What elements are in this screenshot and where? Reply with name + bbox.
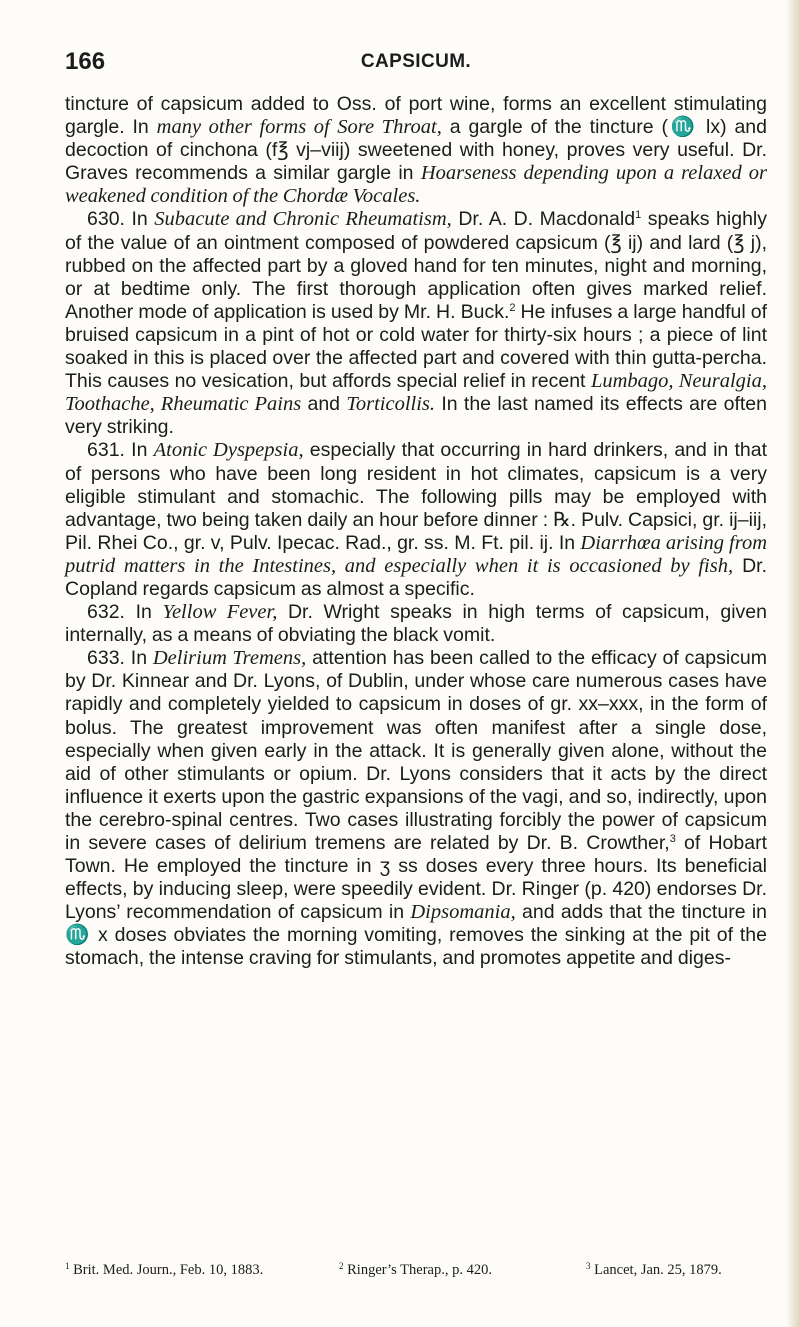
text-run: 632. In — [87, 601, 163, 624]
italic-text: Torticollis. — [346, 393, 436, 416]
italic-text: Atonic Dyspepsia, — [153, 439, 304, 462]
text-run: and adds that the tincture in ♏ x doses obviates the morning vomiting, removes the sinking at the pit of the stomach, the intense craving for stimulants, and promotes appetite and diges- — [65, 901, 767, 970]
page-edge-shadow — [786, 0, 800, 1327]
footnote-marker: 2 — [339, 1261, 344, 1271]
italic-text: Lumbago, Neuralgia, Toothache, Rheumatic Pains — [65, 370, 767, 416]
italic-text: Hoarseness depending upon a relaxed or weakened condition of the Chordæ Vocales. — [65, 162, 767, 208]
italic-text: many other forms of Sore Throat, — [156, 116, 442, 139]
footnote-text: Lancet, Jan. 25, 1879. — [590, 1262, 722, 1278]
italic-text: Dipsomania, — [410, 901, 516, 924]
italic-text: Yellow Fever, — [162, 601, 278, 624]
text-run: 631. In — [87, 439, 154, 462]
text-run: Dr. A. D. Macdonald — [451, 208, 636, 231]
text-run: especially that occurring in hard drinkers, and in that of persons who have been long resident in hot climates, capsicum is a very eligible stimulant and stomachic. The following pills may be employed with advantage, two being taken daily an hour before dinner : ℞. Pulv. Capsici, gr. ij–iij, Pil. Rhei Co., gr. v, Pulv. Ipecac. Rad., gr. ss. M. Ft. pil. ij. In — [65, 439, 767, 554]
footnote-marker: 1 — [65, 1261, 70, 1271]
text-run: In the last named its effects are often very striking. — [65, 393, 767, 439]
body-text — [65, 93, 767, 971]
italic-text: Subacute and Chronic Rheumatism, — [154, 208, 452, 231]
footnote-3 — [586, 1262, 722, 1279]
italic-text: Delirium Tremens, — [152, 647, 307, 670]
text-run: 630. In — [87, 208, 155, 231]
text-run: of Hobart Town. He employed the tincture in ʒ ss doses every three hours. Its beneficial effects, by inducing sleep, were speedily evident. Dr. Ringer (p. 420) endorses Dr. Lyons’ recommendation of capsicum in — [65, 832, 767, 924]
paragraph-continuation — [65, 93, 767, 208]
page-header — [65, 48, 767, 82]
text-run: Dr. Wright speaks in high terms of capsicum, given internally, as a means of obviating the black vomit. — [65, 601, 767, 647]
footnote-reference: 2 — [509, 301, 516, 314]
footnote-2 — [339, 1262, 492, 1279]
running-head: CAPSICUM. — [360, 51, 472, 72]
text-run: Dr. Copland regards capsicum as almost a specific. — [65, 554, 767, 600]
footnote-text: Ringer’s Therap., p. 420. — [343, 1262, 492, 1278]
italic-text: Diarrhœa arising from putrid matters in the Intestines, and especially when it is occasioned by fish, — [65, 531, 767, 577]
text-run: speaks highly of the value of an ointment composed of powdered capsicum (℥ ij) and lard (℥ j), rubbed on the affected part by a gloved hand for ten minutes, night and morning, or at bedtime only. The first thorough application often gives marked relief. Another mode of application is used by Mr. H. Buck. — [65, 208, 767, 323]
text-run: and — [301, 393, 347, 416]
text-run: He infuses a large handful of bruised capsicum in a pint of hot or cold water for thirty-six hours ; a piece of lint soaked in this is placed over the affected part and covered with thin gutta-percha. This causes no vesication, but affords special relief in recent — [65, 300, 767, 393]
page-number: 166 — [65, 48, 106, 75]
text-run: 633. In — [87, 647, 153, 670]
footnote-reference: 3 — [669, 833, 676, 845]
text-run: a gargle of the tincture (♏ lx) and decoction of cinchona (f℥ vj–viij) sweetened with honey, proves very useful. Dr. Graves recommends a similar gargle in — [65, 116, 767, 185]
paragraph-632 — [65, 601, 767, 647]
paragraph-633 — [65, 647, 767, 970]
paragraph-630 — [65, 208, 767, 439]
footnote-reference: 1 — [635, 209, 642, 222]
text-run: tincture of capsicum added to Oss. of port wine, forms an excellent stimulating gargle. In — [65, 93, 767, 139]
footnote-1 — [65, 1262, 263, 1279]
text-run: attention has been called to the efficacy of capsicum by Dr. Kinnear and Dr. Lyons, of Dublin, under whose care numerous cases have rapidly and completely yielded to capsicum in doses of gr. xx–xxx, in the form of bolus. The greatest improvement was often manifest after a single dose, especially when given early in the attack. It is generally given alone, without the aid of other stimulants or opium. Dr. Lyons considers that it acts by the direct influence it exerts upon the gastric expansions of the vagi, and so, indirectly, upon the cerebro-spinal centres. Two cases illustrating forcibly the power of capsicum in severe cases of delirium tremens are related by Dr. B. Crowther, — [65, 647, 767, 854]
paragraph-631 — [65, 439, 767, 601]
footnotes — [65, 1262, 767, 1282]
footnote-text: Brit. Med. Journ., Feb. 10, 1883. — [69, 1262, 264, 1278]
footnote-marker: 3 — [586, 1261, 591, 1271]
